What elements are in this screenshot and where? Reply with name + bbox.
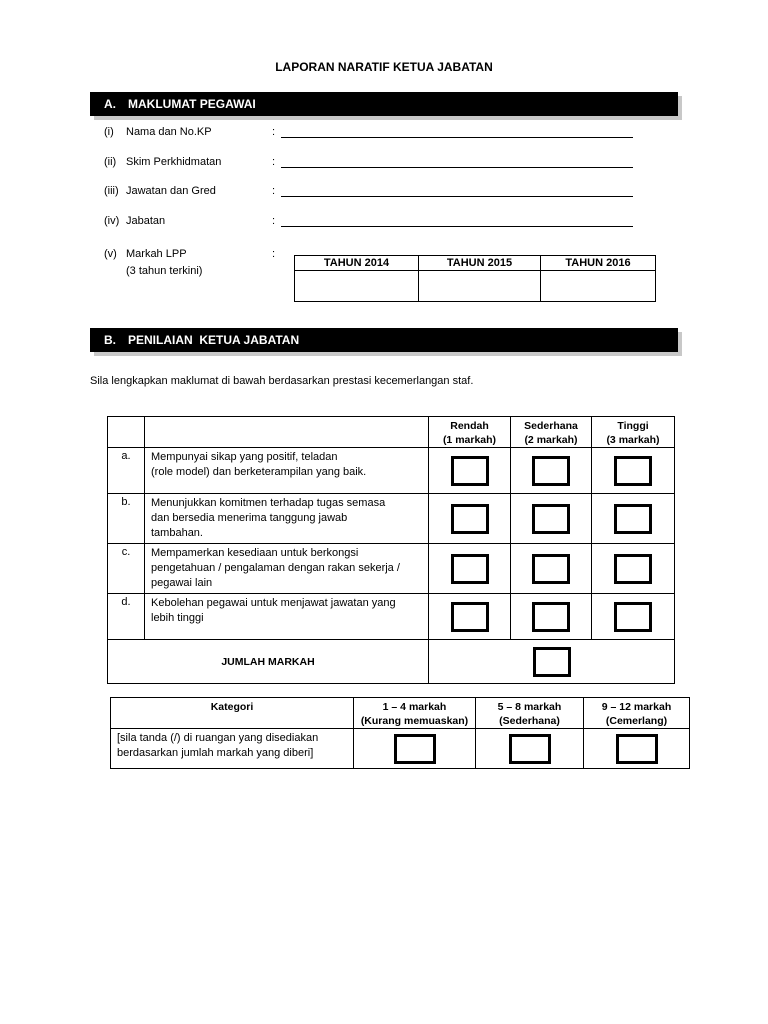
field-colon: : [272, 156, 276, 168]
nama-field[interactable] [281, 127, 633, 138]
lpp-value-2014[interactable] [295, 271, 419, 302]
kategori-sederhana-header: 5 – 8 markah (Sederhana) [476, 698, 584, 729]
rendah-checkbox[interactable] [451, 602, 489, 632]
criterion-text: Mempunyai sikap yang positif, teladan (role model) dan berketerampilan yang baik. [145, 448, 429, 494]
section-b-title: PENILAIAN KETUA JABATAN [128, 333, 300, 347]
kategori-table [110, 697, 690, 769]
table-row [108, 594, 675, 640]
jabatan-field[interactable] [281, 216, 633, 227]
sederhana-checkbox[interactable] [532, 554, 570, 584]
criterion-text: Menunjukkan komitmen terhadap tugas semasa dan bersedia menerima tanggung jawab tambahan. [145, 494, 429, 544]
sederhana-checkbox[interactable] [532, 456, 570, 486]
sederhana-checkbox[interactable] [532, 504, 570, 534]
rendah-checkbox[interactable] [451, 504, 489, 534]
field-colon: : [272, 248, 276, 260]
sederhana-checkbox[interactable] [532, 602, 570, 632]
kurang-memuaskan-checkbox[interactable] [394, 734, 436, 764]
field-jawatan-label: (iii) Jawatan dan Gred [104, 185, 216, 197]
field-skim-label: (ii) Skim Perkhidmatan [104, 156, 222, 168]
lpp-table [294, 255, 656, 302]
section-a-header [90, 92, 678, 116]
field-colon: : [272, 126, 276, 138]
tinggi-checkbox[interactable] [614, 456, 652, 486]
rendah-checkbox[interactable] [451, 554, 489, 584]
field-jabatan-label: (iv) Jabatan [104, 215, 166, 227]
criterion-code: c. [108, 544, 145, 594]
criterion-text: Mempamerkan kesediaan untuk berkongsi pengetahuan / pengalaman dengan rakan sekerja / pegawai lain [145, 544, 429, 594]
section-a-title: MAKLUMAT PEGAWAI [128, 97, 256, 111]
field-colon: : [272, 215, 276, 227]
criterion-text: Kebolehan pegawai untuk menjawat jawatan yang lebih tinggi [145, 594, 429, 640]
header-rendah: Rendah (1 markah) [429, 417, 511, 448]
criterion-code: b. [108, 494, 145, 544]
jawatan-field[interactable] [281, 186, 633, 197]
section-b-header [90, 328, 678, 352]
field-lpp-sub: (3 tahun terkini) [126, 265, 203, 277]
section-a-number: A. [104, 97, 116, 111]
section-b-number: B. [104, 333, 116, 347]
header-blank [108, 417, 145, 448]
table-row [108, 448, 675, 494]
criterion-code: a. [108, 448, 145, 494]
rendah-checkbox[interactable] [451, 456, 489, 486]
field-colon: : [272, 185, 276, 197]
section-b-instruction: Sila lengkapkan maklumat di bawah berdasarkan prestasi kecemerlangan staf. [90, 375, 474, 387]
tinggi-checkbox[interactable] [614, 554, 652, 584]
criterion-code: d. [108, 594, 145, 640]
lpp-value-2015[interactable] [419, 271, 541, 302]
total-label: JUMLAH MARKAH [108, 640, 429, 684]
page-title: LAPORAN NARATIF KETUA JABATAN [275, 60, 493, 74]
sederhana-kategori-checkbox[interactable] [509, 734, 551, 764]
kategori-kurang-header: 1 – 4 markah (Kurang memuaskan) [354, 698, 476, 729]
table-row [108, 544, 675, 594]
cemerlang-checkbox[interactable] [616, 734, 658, 764]
tinggi-checkbox[interactable] [614, 504, 652, 534]
lpp-year-2016: TAHUN 2016 [541, 256, 656, 271]
kategori-header: Kategori [111, 698, 354, 729]
lpp-year-2015: TAHUN 2015 [419, 256, 541, 271]
skim-field[interactable] [281, 157, 633, 168]
header-tinggi: Tinggi (3 markah) [592, 417, 675, 448]
criteria-table [107, 416, 675, 684]
kategori-cemerlang-header: 9 – 12 markah (Cemerlang) [584, 698, 690, 729]
field-nama-label: (i) Nama dan No.KP [104, 126, 212, 138]
kategori-note: [sila tanda (/) di ruangan yang disediakan berdasarkan jumlah markah yang diberi] [111, 729, 354, 769]
header-blank [145, 417, 429, 448]
total-row [108, 640, 675, 684]
lpp-year-2014: TAHUN 2014 [295, 256, 419, 271]
header-sederhana: Sederhana (2 markah) [511, 417, 592, 448]
table-row [108, 494, 675, 544]
total-markah-box[interactable] [533, 647, 571, 677]
field-lpp-label: (v) Markah LPP [104, 248, 187, 260]
tinggi-checkbox[interactable] [614, 602, 652, 632]
lpp-value-2016[interactable] [541, 271, 656, 302]
